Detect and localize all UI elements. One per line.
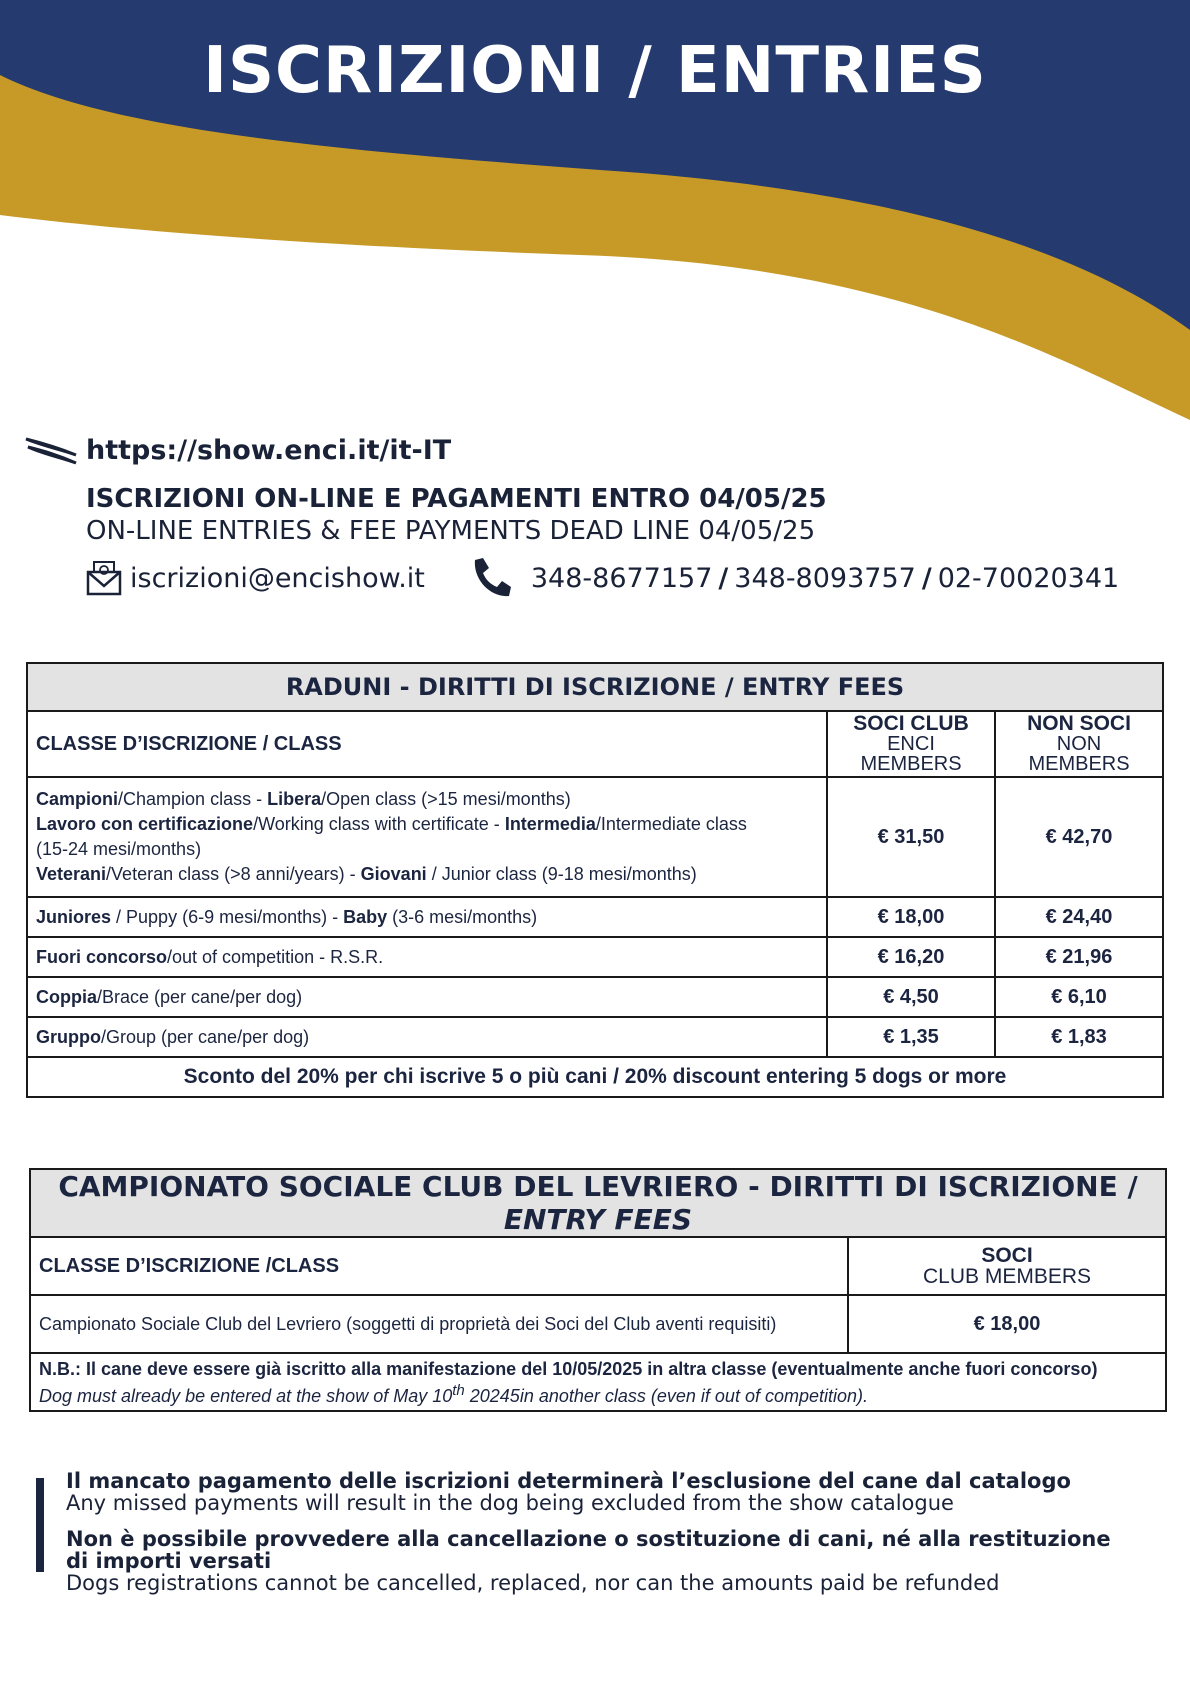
fee-row-members-price: € 4,50 xyxy=(827,977,995,1017)
fee-row-nonmembers-price: € 21,96 xyxy=(995,937,1163,977)
discount-note: Sconto del 20% per chi iscrive 5 o più cani / 20% discount entering 5 dogs or more xyxy=(27,1057,1163,1097)
note-payment-italian: Il mancato pagamento delle iscrizioni determinerà l’esclusione del cane dal catalogo xyxy=(66,1469,1071,1493)
fee-row-class: Fuori concorso/out of competition - R.S.R. xyxy=(27,937,827,977)
champ-members-header xyxy=(848,1237,1166,1295)
notes-accent-bar xyxy=(36,1478,44,1572)
fee-row-members-price: € 18,00 xyxy=(827,897,995,937)
fee-row-nonmembers-price: € 1,83 xyxy=(995,1017,1163,1057)
fee-row-class: Juniores / Puppy (6-9 mesi/months) - Baby (3-6 mesi/months) xyxy=(27,897,827,937)
fee-row xyxy=(27,897,1163,937)
fee-row-class: Coppia/Brace (per cane/per dog) xyxy=(27,977,827,1017)
nonmembers-header-line2: NON MEMBERS xyxy=(1028,733,1130,775)
champ-note xyxy=(30,1353,1166,1411)
members-header-line2: ENCI MEMBERS xyxy=(860,733,962,775)
contact-row xyxy=(86,556,1119,600)
nonmembers-header-line1: NON SOCI xyxy=(1027,712,1131,735)
fees-table-title: RADUNI - DIRITTI DI ISCRIZIONE / ENTRY FEES xyxy=(27,663,1163,711)
championship-table xyxy=(29,1168,1167,1412)
note-payment xyxy=(66,1470,1136,1514)
champ-note-english: Dog must already be entered at the show of May 10th 20245in another class (even if out of competition). xyxy=(39,1381,868,1406)
phone-separator: / xyxy=(718,562,729,594)
note-cancellation-english: Dogs registrations cannot be cancelled, replaced, nor can the amounts paid be refunded xyxy=(66,1571,1000,1595)
fee-row xyxy=(27,1017,1163,1057)
fee-row xyxy=(27,937,1163,977)
note-cancellation-italian: Non è possibile provvedere alla cancellazione o sostituzione di cani, né alla restituzione di importi versati xyxy=(66,1527,1111,1573)
champ-members-line1: SOCI xyxy=(981,1244,1033,1267)
note-payment-english: Any missed payments will result in the dog being excluded from the show catalogue xyxy=(66,1491,954,1515)
note-cancellation xyxy=(66,1528,1136,1594)
deadline-italian: ISCRIZIONI ON-LINE E PAGAMENTI ENTRO 04/05/25 xyxy=(86,484,827,514)
members-column-header xyxy=(827,711,995,777)
phone-separator: / xyxy=(921,562,932,594)
phone-2[interactable]: 348-8093757 xyxy=(734,562,916,594)
class-column-header: CLASSE D’ISCRIZIONE / CLASS xyxy=(27,711,827,777)
url-row xyxy=(24,430,451,470)
members-header-line1: SOCI CLUB xyxy=(853,712,969,735)
fee-row-class: Gruppo/Group (per cane/per dog) xyxy=(27,1017,827,1057)
champ-row-price: € 18,00 xyxy=(848,1295,1166,1353)
bottom-notes xyxy=(36,1470,1136,1594)
champ-note-italian: N.B.: Il cane deve essere già iscritto alla manifestazione del 10/05/2025 in altra classe (eventualmente anche fuori concorso) xyxy=(39,1358,1098,1379)
fee-row-members-price: € 31,50 xyxy=(827,777,995,897)
phone-1[interactable]: 348-8677157 xyxy=(530,562,713,594)
champ-title-main: CAMPIONATO SOCIALE CLUB DEL LEVRIERO - DIRITTI DI ISCRIZIONE / xyxy=(58,1170,1138,1203)
fee-row-class: Campioni/Champion class - Libera/Open class (>15 mesi/months) Lavoro con certificazione/Working class with certificate - Intermedia/Intermediate class (15-24 mesi/months) Veterani/Veteran class (>8 anni/years) - Giovani / Junior class (9-18 mesi/months) xyxy=(27,777,827,897)
champ-table-title xyxy=(30,1169,1166,1237)
phone-icon xyxy=(469,556,513,600)
champ-members-line2: CLUB MEMBERS xyxy=(922,1265,1092,1288)
website-link[interactable]: https://show.enci.it/it-IT xyxy=(86,434,452,466)
entry-fees-table xyxy=(26,662,1164,1098)
fee-row-nonmembers-price: € 24,40 xyxy=(995,897,1163,937)
fee-row-members-price: € 1,35 xyxy=(827,1017,995,1057)
deadline-english: ON-LINE ENTRIES & FEE PAYMENTS DEAD LINE 04/05/25 xyxy=(86,516,816,546)
fee-row xyxy=(27,777,1163,897)
email-link[interactable]: iscrizioni@encishow.it xyxy=(130,562,425,594)
champ-title-italic: ENTRY FEES xyxy=(503,1203,693,1236)
envelope-icon xyxy=(86,560,122,596)
fee-row xyxy=(27,977,1163,1017)
page-title: ISCRIZIONI / ENTRIES xyxy=(203,34,987,108)
swoosh-logo-icon xyxy=(24,433,78,467)
fee-row-nonmembers-price: € 42,70 xyxy=(995,777,1163,897)
champ-row-label: Campionato Sociale Club del Levriero (soggetti di proprietà dei Soci del Club aventi requisiti) xyxy=(30,1295,848,1353)
phone-3[interactable]: 02-70020341 xyxy=(937,562,1120,594)
champ-class-header: CLASSE D’ISCRIZIONE /CLASS xyxy=(30,1237,848,1295)
fee-row-nonmembers-price: € 6,10 xyxy=(995,977,1163,1017)
fee-row-members-price: € 16,20 xyxy=(827,937,995,977)
nonmembers-column-header xyxy=(995,711,1163,777)
